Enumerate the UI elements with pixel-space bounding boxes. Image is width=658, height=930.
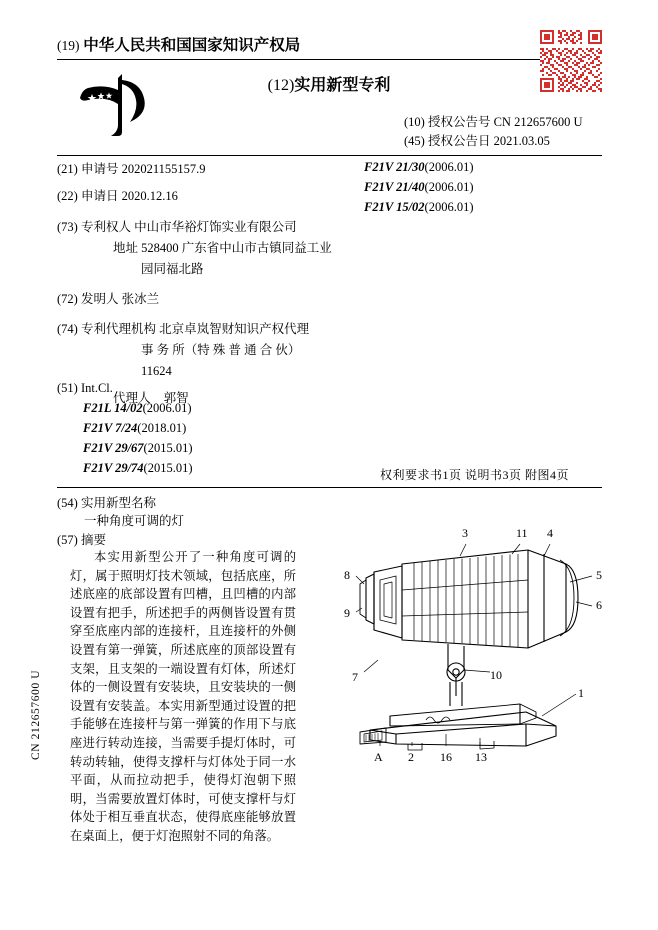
figure-callout: 1 — [578, 686, 584, 700]
int-cl-entry — [57, 398, 193, 418]
header-divider — [57, 59, 602, 60]
invention-name-header — [57, 493, 156, 511]
ipc-version: (2006.01) — [424, 200, 474, 214]
code-22: (22) — [57, 189, 78, 203]
doc-type-text: 实用新型专利 — [294, 77, 391, 94]
int-cl-header — [57, 378, 193, 398]
applicant-address-line-2 — [57, 260, 357, 279]
figure-callout: 6 — [596, 598, 602, 612]
agency-code-value: 11624 — [141, 364, 172, 378]
code-51: (51) — [57, 381, 78, 395]
address-value-2: 园同福北路 — [141, 262, 204, 276]
invention-name-value: 一种角度可调的灯 — [84, 514, 185, 528]
figure-callout: 10 — [490, 668, 502, 682]
ipc-class: F21V 21/30 — [364, 160, 425, 174]
figure-callout: 5 — [596, 568, 602, 582]
int-cl-class: F21V 29/67 — [83, 441, 144, 455]
abstract-label: 摘要 — [80, 533, 106, 547]
code-74: (74) — [57, 322, 78, 336]
int-cl-class: F21V 7/24 — [83, 421, 138, 435]
abstract-divider — [57, 487, 602, 488]
figure-callout: 8 — [344, 568, 350, 582]
code-19: (19) — [57, 38, 80, 53]
int-cl-version: (2006.01) — [142, 401, 192, 415]
ipc-class: F21V 21/40 — [364, 180, 425, 194]
ipc-class: F21V 15/02 — [364, 200, 425, 214]
pub-no-value: CN 212657600 U — [493, 115, 583, 129]
int-cl-label: Int.Cl. — [80, 381, 113, 395]
int-cl-class: F21L 14/02 — [83, 401, 143, 415]
code-72: (72) — [57, 292, 78, 306]
code-45: (45) — [404, 134, 425, 148]
figure-callout: 3 — [462, 526, 468, 540]
inventor-field — [57, 290, 357, 309]
figure-callout: 9 — [344, 606, 350, 620]
int-cl-block — [57, 378, 193, 478]
applicant-field — [57, 218, 357, 237]
application-date-label: 申请日 — [80, 189, 119, 203]
code-12: (12) — [267, 77, 295, 94]
figure-callout: 11 — [516, 526, 528, 540]
ipc-entry — [364, 177, 474, 197]
agency-value-1: 北京卓岚智财知识产权代理 — [159, 322, 310, 336]
application-date-field — [57, 187, 357, 206]
agency-line-2 — [57, 341, 357, 360]
int-cl-entry — [57, 458, 193, 478]
publication-date-row — [404, 131, 550, 149]
figure-callout: 16 — [440, 750, 452, 764]
address-label: 地址 — [113, 241, 139, 255]
agent-value: 郭智 — [163, 391, 189, 405]
bibliographic-left-column — [57, 160, 357, 410]
int-cl-version: (2018.01) — [137, 421, 187, 435]
figure-callout: 7 — [352, 670, 358, 684]
ipc-version: (2006.01) — [424, 180, 474, 194]
pub-date-value: 2021.03.05 — [493, 134, 550, 148]
ipc-right-column — [364, 157, 474, 217]
figure-callout: 13 — [475, 750, 487, 764]
bibliographic-divider — [57, 155, 602, 156]
inventor-label: 发明人 — [80, 292, 119, 306]
int-cl-version: (2015.01) — [143, 441, 193, 455]
int-cl-class: F21V 29/74 — [83, 461, 144, 475]
ipc-entry — [364, 157, 474, 177]
side-publication-code: CN 212657600 U — [30, 669, 42, 760]
inventor-value: 张冰兰 — [121, 292, 160, 306]
figure-callout: A — [374, 750, 383, 764]
patent-figure — [330, 520, 630, 780]
abstract-text: 本实用新型公开了一种角度可调的灯，属于照明灯技术领域，包括底座，所述底座的底部设置有凹槽，且凹槽的内部设置有把手，所述把手的两侧皆设置有贯穿至底座内部的连接杆，且连接杆的外侧设置有第一弹簧，所述底座的顶部设置有支架，且支架的一端设置有灯体，所述灯体的一侧设置有安装块，且安装块的一侧设置有安装盖。本实用新型通过设置的把手能够在连接杆与第一弹簧的作用下与底座进行转动连接，当需要手提灯体时，可转动转轴，使得支撑杆与灯体处于同一水平面，从而拉动把手，使得灯泡朝下照明，当需要放置灯体时，可使支撑杆与灯体处于相互垂直状态，使得底座能够放置在桌面上，便于灯泡照射不同的角落。 — [70, 550, 296, 843]
application-number-field — [57, 160, 357, 179]
code-10: (10) — [404, 115, 425, 129]
agency-label: 专利代理机构 — [80, 322, 156, 336]
application-number-value: 202021155157.9 — [121, 162, 206, 176]
page-counts: 权利要求书1页 说明书3页 附图4页 — [380, 468, 570, 482]
application-date-value: 2020.12.16 — [121, 189, 178, 203]
int-cl-entry — [57, 438, 193, 458]
agency-value-2: 事 务 所（特 殊 普 通 合 伙） — [141, 343, 301, 357]
application-number-label: 申请号 — [80, 162, 119, 176]
doc-type-title — [0, 72, 658, 95]
publication-number-row — [404, 112, 583, 130]
ipc-version: (2006.01) — [424, 160, 474, 174]
office-name: 中华人民共和国国家知识产权局 — [83, 37, 301, 54]
figure-callout: 2 — [408, 750, 414, 764]
office-header — [57, 33, 300, 55]
invention-name-label: 实用新型名称 — [80, 496, 156, 510]
applicant-label: 专利权人 — [80, 220, 131, 234]
address-value-1: 528400 广东省中山市古镇同益工业 — [141, 241, 332, 255]
abstract-header — [57, 530, 106, 548]
int-cl-version: (2015.01) — [143, 461, 193, 475]
pub-no-label: 授权公告号 — [427, 115, 491, 129]
int-cl-entry — [57, 418, 193, 438]
code-54: (54) — [57, 496, 78, 510]
code-73: (73) — [57, 220, 78, 234]
agent-label: 代理人 — [113, 391, 151, 405]
pub-date-label: 授权公告日 — [427, 134, 491, 148]
agency-field — [57, 320, 357, 339]
ipc-entry — [364, 197, 474, 217]
applicant-address-line-1 — [57, 239, 357, 258]
applicant-value: 中山市华裕灯饰实业有限公司 — [134, 220, 297, 234]
figure-callout: 4 — [547, 526, 553, 540]
code-21: (21) — [57, 162, 78, 176]
code-57: (57) — [57, 533, 78, 547]
